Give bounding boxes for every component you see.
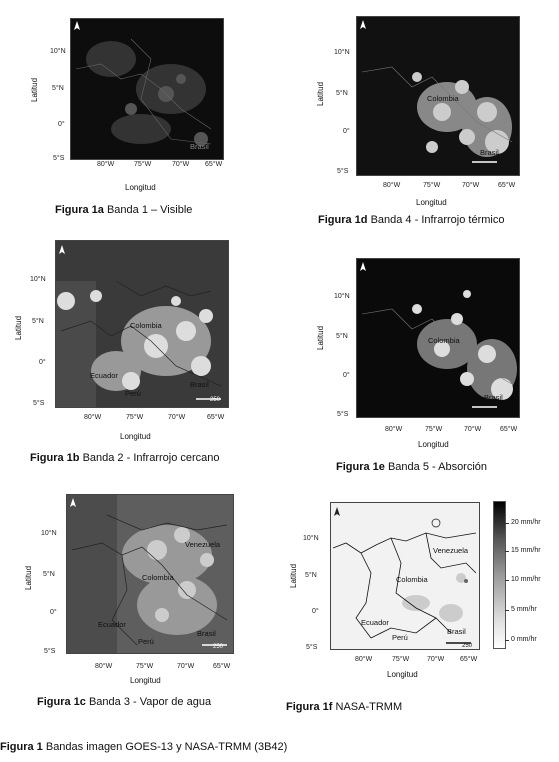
y-tick-5s: 5°S bbox=[53, 155, 65, 162]
x-tick-65w: 65°W bbox=[500, 426, 518, 433]
north-arrow-icon bbox=[359, 20, 367, 30]
caption-1a: Figura 1a Banda 1 – Visible bbox=[55, 204, 193, 216]
y-tick-10n: 10°N bbox=[334, 49, 350, 56]
x-tick-80w: 80°W bbox=[97, 161, 115, 168]
label-colombia: Colombia bbox=[427, 94, 459, 103]
colorbar-tick-mark bbox=[505, 580, 509, 581]
y-axis-label: Latitud bbox=[316, 81, 325, 106]
x-tick-70w: 70°W bbox=[168, 414, 186, 421]
x-tick-70w: 70°W bbox=[462, 182, 480, 189]
label-ecuador: Ecuador bbox=[98, 620, 126, 629]
x-tick-65w: 65°W bbox=[207, 414, 225, 421]
x-axis-label: Longitud bbox=[120, 432, 151, 441]
y-tick-5s: 5°S bbox=[306, 644, 318, 651]
x-tick-80w: 80°W bbox=[84, 414, 102, 421]
label-brasil: Brasil bbox=[190, 380, 209, 389]
colorbar-label-0: 0 mm/hr bbox=[511, 636, 537, 643]
y-axis-label: Latitud bbox=[30, 77, 39, 102]
label-colombia: Colombia bbox=[396, 575, 428, 584]
x-tick-70w: 70°W bbox=[464, 426, 482, 433]
x-axis-label: Longitud bbox=[130, 676, 161, 685]
caption-1d: Figura 1d Banda 4 - Infrarrojo térmico bbox=[318, 214, 505, 226]
scale-label: 250 bbox=[462, 643, 473, 649]
y-tick-5n: 5°N bbox=[305, 572, 317, 579]
x-tick-80w: 80°W bbox=[385, 426, 403, 433]
y-tick-0: 0° bbox=[312, 608, 319, 615]
x-tick-75w: 75°W bbox=[134, 161, 152, 168]
y-tick-5s: 5°S bbox=[337, 168, 349, 175]
y-tick-5n: 5°N bbox=[43, 571, 55, 578]
map-1a-image bbox=[71, 19, 223, 159]
x-axis-label: Longitud bbox=[416, 198, 447, 207]
y-tick-0: 0° bbox=[50, 609, 57, 616]
label-brasil: Brasil bbox=[484, 393, 503, 402]
caption-1e: Figura 1e Banda 5 - Absorción bbox=[336, 461, 488, 473]
colorbar-label-5: 5 mm/hr bbox=[511, 606, 537, 613]
y-tick-5n: 5°N bbox=[52, 85, 64, 92]
label-peru: Perú bbox=[138, 637, 154, 646]
y-tick-5n: 5°N bbox=[32, 318, 44, 325]
label-brasil: Brasil bbox=[190, 142, 209, 151]
x-tick-80w: 80°W bbox=[355, 656, 373, 663]
y-axis-label: Latitud bbox=[289, 563, 298, 588]
north-arrow-icon bbox=[333, 507, 341, 517]
label-venezuela: Venezuela bbox=[433, 546, 469, 555]
x-tick-65w: 65°W bbox=[460, 656, 478, 663]
y-axis-label: Latitud bbox=[24, 565, 33, 590]
colorbar-label-10: 10 mm/hr bbox=[511, 576, 541, 583]
label-brasil: Brasil bbox=[480, 148, 499, 157]
north-arrow-icon bbox=[359, 262, 367, 272]
scale-label: 250 bbox=[210, 397, 221, 403]
caption-1f: Figura 1f NASA-TRMM bbox=[286, 701, 403, 713]
scale-label: 250 bbox=[213, 644, 224, 650]
x-tick-65w: 65°W bbox=[205, 161, 223, 168]
x-tick-75w: 75°W bbox=[126, 414, 144, 421]
y-tick-0: 0° bbox=[39, 359, 46, 366]
x-axis-label: Longitud bbox=[387, 670, 418, 679]
y-tick-5n: 5°N bbox=[336, 90, 348, 97]
x-tick-70w: 70°W bbox=[177, 663, 195, 670]
y-tick-5s: 5°S bbox=[33, 400, 45, 407]
colorbar-label-15: 15 mm/hr bbox=[511, 547, 541, 554]
colorbar-tick-mark bbox=[505, 551, 509, 552]
caption-1b: Figura 1b Banda 2 - Infrarrojo cercano bbox=[30, 452, 220, 464]
label-ecuador: Ecuador bbox=[361, 618, 389, 627]
y-tick-0: 0° bbox=[343, 372, 350, 379]
y-axis-label: Latitud bbox=[316, 325, 325, 350]
x-tick-70w: 70°W bbox=[427, 656, 445, 663]
label-colombia: Colombia bbox=[130, 321, 162, 330]
y-tick-5s: 5°S bbox=[337, 411, 349, 418]
x-tick-75w: 75°W bbox=[425, 426, 443, 433]
colorbar-label-20: 20 mm/hr bbox=[511, 519, 541, 526]
colorbar-tick-mark bbox=[505, 610, 509, 611]
x-tick-65w: 65°W bbox=[498, 182, 516, 189]
label-peru: Perú bbox=[392, 633, 408, 642]
x-tick-75w: 75°W bbox=[392, 656, 410, 663]
y-tick-5s: 5°S bbox=[44, 648, 56, 655]
x-tick-80w: 80°W bbox=[383, 182, 401, 189]
x-tick-65w: 65°W bbox=[213, 663, 231, 670]
north-arrow-icon bbox=[69, 498, 77, 508]
x-axis-label: Longitud bbox=[125, 183, 156, 192]
label-ecuador: Ecuador bbox=[90, 371, 118, 380]
y-tick-10n: 10°N bbox=[41, 530, 57, 537]
x-tick-75w: 75°W bbox=[136, 663, 154, 670]
x-tick-80w: 80°W bbox=[95, 663, 113, 670]
y-tick-10n: 10°N bbox=[50, 48, 66, 55]
north-arrow-icon bbox=[58, 245, 66, 255]
label-colombia: Colombia bbox=[428, 336, 460, 345]
figure-caption: Figura 1 Bandas imagen GOES-13 y NASA-TRMM (3B42) bbox=[0, 741, 288, 753]
y-tick-10n: 10°N bbox=[334, 293, 350, 300]
y-tick-10n: 10°N bbox=[303, 535, 319, 542]
label-brasil: Brasil bbox=[447, 627, 466, 636]
x-axis-label: Longitud bbox=[418, 440, 449, 449]
y-axis-label: Latitud bbox=[14, 315, 23, 340]
caption-1c: Figura 1c Banda 3 - Vapor de agua bbox=[37, 696, 212, 708]
label-venezuela: Venezuela bbox=[185, 540, 221, 549]
colorbar-tick-mark bbox=[505, 523, 509, 524]
y-tick-0: 0° bbox=[58, 121, 65, 128]
x-tick-70w: 70°W bbox=[172, 161, 190, 168]
label-brasil: Brasil bbox=[197, 629, 216, 638]
x-tick-75w: 75°W bbox=[423, 182, 441, 189]
label-peru: Perú bbox=[125, 389, 141, 398]
colorbar-tick-mark bbox=[505, 640, 509, 641]
y-tick-5n: 5°N bbox=[336, 333, 348, 340]
north-arrow-icon bbox=[73, 21, 81, 31]
map-1a bbox=[70, 18, 224, 160]
y-tick-0: 0° bbox=[343, 128, 350, 135]
y-tick-10n: 10°N bbox=[30, 276, 46, 283]
label-colombia: Colombia bbox=[142, 573, 174, 582]
